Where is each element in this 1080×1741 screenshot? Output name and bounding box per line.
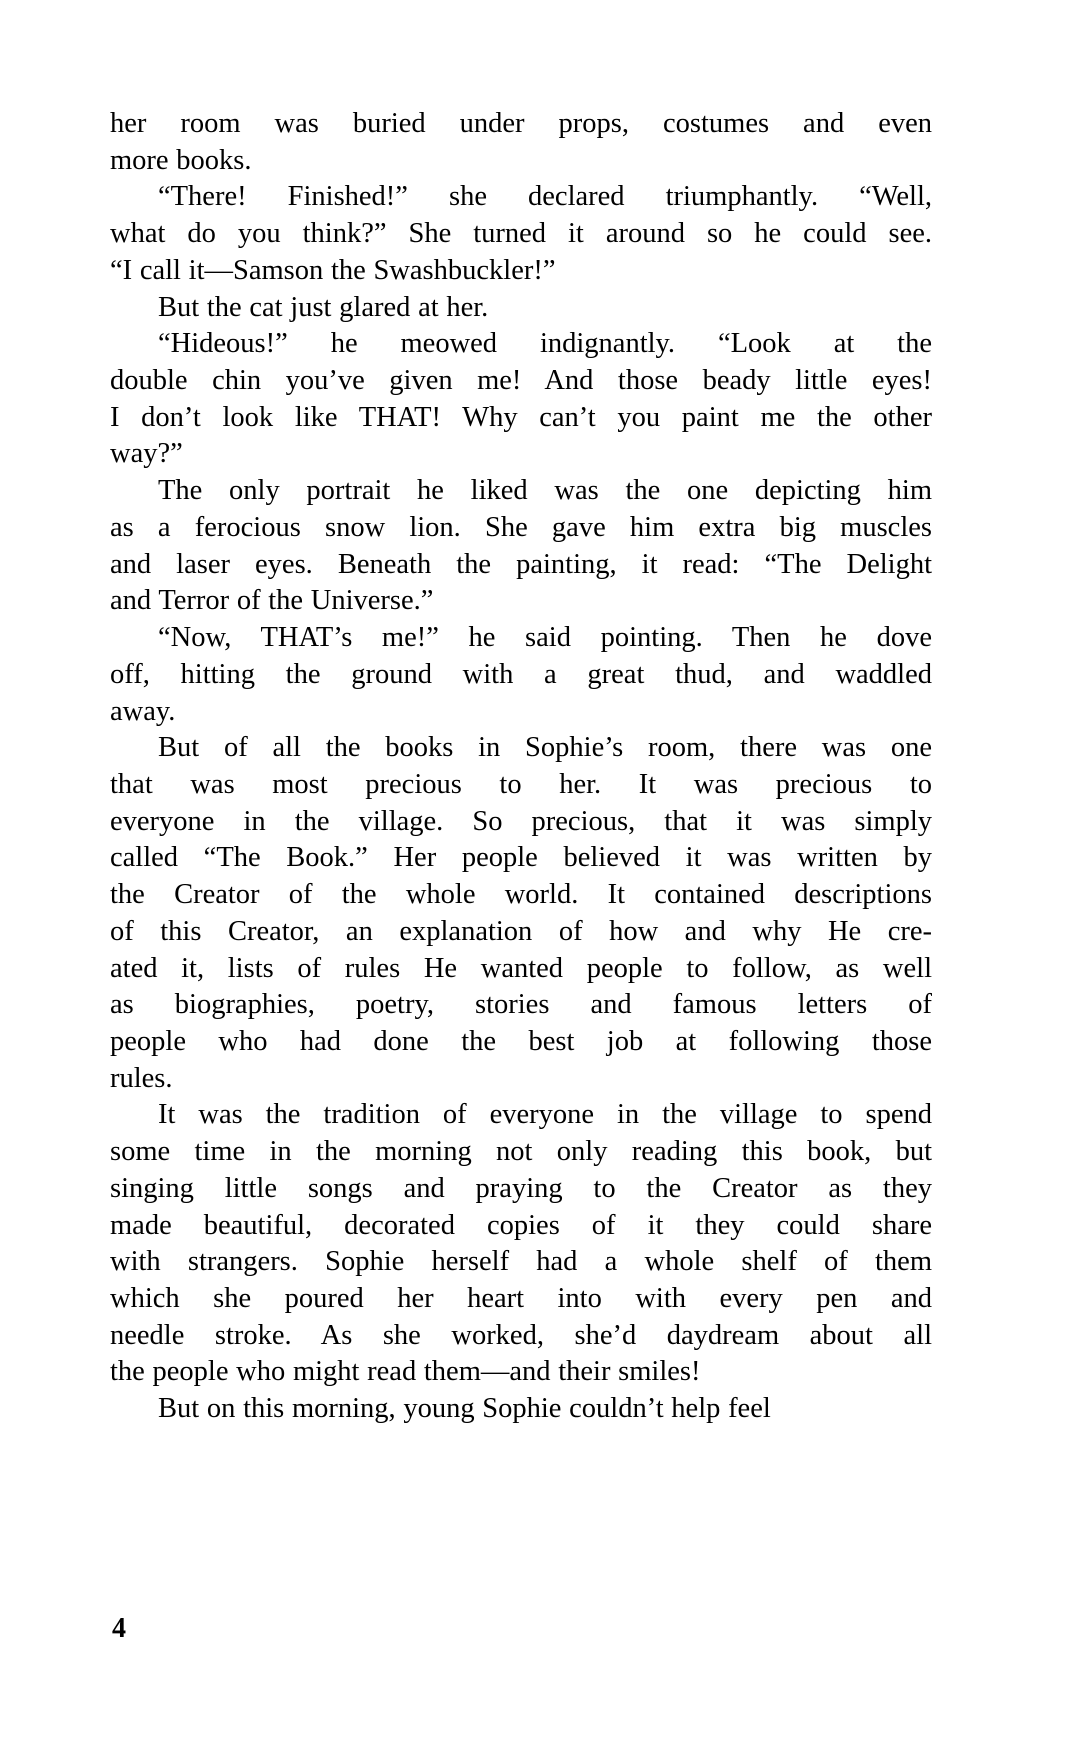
text-line: double chin you’ve given me! And those beady little eyes! xyxy=(110,365,932,397)
text-line: “Now, THAT’s me!” he said pointing. Then he dove xyxy=(158,622,932,654)
text-line: the people who might read them—and their smiles! xyxy=(110,1356,701,1388)
text-line: “I call it—Samson the Swashbuckler!” xyxy=(110,254,556,286)
text-line: way?” xyxy=(110,438,183,470)
text-line: people who had done the best job at following those xyxy=(110,1025,932,1057)
text-line: The only portrait he liked was the one depicting him xyxy=(158,475,932,507)
text-line: as a ferocious snow lion. She gave him extra big muscles xyxy=(110,511,932,543)
text-line: But of all the books in Sophie’s room, there was one xyxy=(158,732,932,764)
text-line: away. xyxy=(110,695,176,727)
text-line: as biographies, poetry, stories and famous letters of xyxy=(110,989,932,1021)
text-line: that was most precious to her. It was precious to xyxy=(110,768,932,800)
text-line: rules. xyxy=(110,1062,173,1094)
text-line: what do you think?” She turned it around so he could see. xyxy=(110,218,932,250)
page-number: 4 xyxy=(112,1613,126,1644)
text-line: It was the tradition of everyone in the village to spend xyxy=(158,1099,932,1131)
text-line: with strangers. Sophie herself had a whole shelf of them xyxy=(110,1246,932,1278)
text-line: off, hitting the ground with a great thud, and waddled xyxy=(110,658,932,690)
text-line: I don’t look like THAT! Why can’t you paint me the other xyxy=(110,401,932,433)
text-line: everyone in the village. So precious, that it was simply xyxy=(110,805,932,837)
text-line: made beautiful, decorated copies of it they could share xyxy=(110,1209,932,1241)
text-line: the Creator of the whole world. It contained descriptions xyxy=(110,879,932,911)
page-text xyxy=(110,106,932,1428)
text-line: needle stroke. As she worked, she’d daydream about all xyxy=(110,1319,932,1351)
text-line: But on this morning, young Sophie couldn’t help feel xyxy=(158,1393,771,1425)
text-line: called “The Book.” Her people believed it was written by xyxy=(110,842,932,874)
text-line: But the cat just glared at her. xyxy=(158,291,489,323)
text-line: her room was buried under props, costumes and even xyxy=(110,108,932,139)
text-line: “There! Finished!” she declared triumphantly. “Well, xyxy=(158,181,932,213)
text-line: which she poured her heart into with every pen and xyxy=(110,1283,932,1314)
text-line: more books. xyxy=(110,144,252,176)
text-line: “Hideous!” he meowed indignantly. “Look at the xyxy=(158,328,932,360)
text-line: ated it, lists of rules He wanted people to follow, as well xyxy=(110,952,932,984)
text-line: singing little songs and praying to the Creator as they xyxy=(110,1172,932,1204)
text-line: some time in the morning not only reading this book, but xyxy=(110,1136,932,1168)
text-line: and Terror of the Universe.” xyxy=(110,585,434,617)
text-line: of this Creator, an explanation of how and why He cre- xyxy=(110,915,932,947)
text-line: and laser eyes. Beneath the painting, it read: “The Delight xyxy=(110,548,932,580)
